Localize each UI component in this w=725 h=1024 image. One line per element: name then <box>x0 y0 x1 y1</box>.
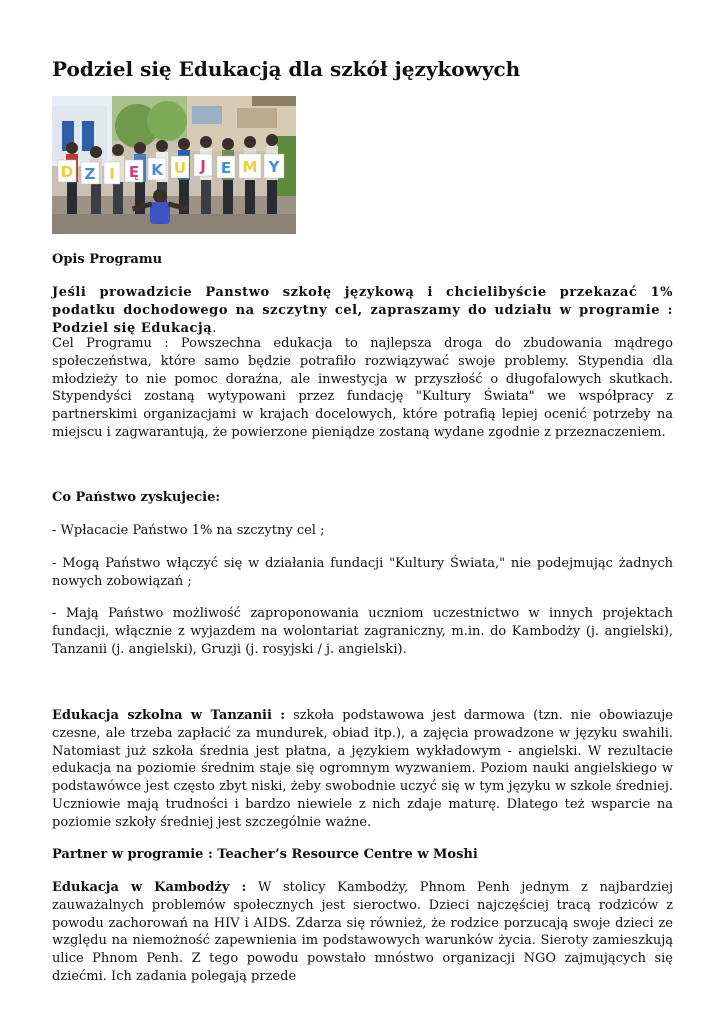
partner-line: Partner w programie : Teacher’s Resource Centre w Moshi <box>52 847 478 862</box>
cambodia-paragraph <box>52 879 673 986</box>
banner-letter-3: Ę <box>128 163 140 181</box>
banner-letter-1: Z <box>84 165 96 183</box>
photo-illustration <box>52 96 296 234</box>
page-title: Podziel się Edukacją dla szkół językowych <box>52 57 521 81</box>
banner-letter-4: K <box>151 161 163 179</box>
intro-end: . <box>212 320 217 336</box>
banner-letter-6: J <box>200 157 206 175</box>
banner-letter-9: Y <box>268 158 280 176</box>
tanzania-paragraph <box>52 707 673 832</box>
banner-letter-8: M <box>242 158 258 176</box>
section-heading-opis: Opis Programu <box>52 252 163 267</box>
cambodia-label: Edukacja w Kambodży : <box>52 880 247 895</box>
tanzania-label: Edukacja szkolna w Tanzanii : <box>52 708 286 723</box>
banner-letter-7: E <box>220 159 232 177</box>
banner-letter-0: D <box>60 163 74 181</box>
benefit-item-1: - Wpłacacie Państwo 1% na szczytny cel ; <box>52 523 325 538</box>
banner-letter-2: I <box>109 165 115 183</box>
tanzania-text: szkoła podstawowa jest darmowa (tzn. nie obowiazuje czesne, ale trzeba zapłacić za mundurek, obiad itp.), a zajęcia prowadzone w języku swahili. Natomiast już szkoła średnia jest płatna, a językiem wykładowym - angielski. W rezultacie edukacja na poziomie średnim staje się ogromnym wyzwaniem. Poziom nauki angielskiego w podstawówce jest często zbyt niski, żeby swobodnie uczyć się w tym języku w szkole średniej. Uczniowie mają trudności i bardzo niewiele z nich zdaje maturę. Dlatego też wsparcie na poziomie szkoły średniej jest szczególnie ważne. <box>52 708 673 830</box>
program-goal-paragraph: Cel Programu : Powszechna edukacja to najlepsza droga do zbudowania mądrego społeczeństwa, które samo będzie potrafiło rozwiązywać swoje problemy. Stypendia dla młodzieży to nie pomoc doraźna, ale inwestycja w przyszłość o długofalowych skutkach. Stypendyści zostaną wytypowani przez fundację "Kultury Świata" we współpracy z partnerskimi organizacjami w krajach docelowych, które potrafią lepiej ocenić potrzeby na miejscu i zagwarantują, że powierzone pieniądze zostaną wydane zgodnie z przeznaczeniem. <box>52 336 673 440</box>
benefit-item-3: - Mają Państwo możliwość zaproponowania uczniom uczestnictwo w innych projektach fundacji, włącznie z wyjazdem na wolontariat zagraniczny, m.in. do Kambodży (j. angielski), Tanzanii (j. angielski), Gruzji (j. rosyjski / j. angielski). <box>52 606 673 657</box>
section-heading-benefits: Co Państwo zyskujecie: <box>52 490 221 505</box>
intro-bold-text: Jeśli prowadzicie Panstwo szkołę językową i chcielibyście przekazać 1% podatku dochodowego na szczytny cel, zapraszamy do udziału w programie : Podziel się Edukacją <box>52 285 673 336</box>
benefit-item-2: - Mogą Państwo włączyć się w działania fundacji "Kultury Świata," nie podejmując żadnych nowych zobowiązań ; <box>52 556 673 589</box>
intro-paragraph <box>52 284 673 337</box>
banner-letter-5: U <box>173 159 187 177</box>
program-photo <box>52 96 296 234</box>
cambodia-text: W stolicy Kambodży, Phnom Penh jednym z najbardziej zauważalnych problemów społecznych jest sieroctwo. Dzieci najczęściej tracą rodziców z powodu zachorowań na HIV i AIDS. Zdarza się również, że rodzice porzucają swoje dzieci ze względu na niemożność zapewnienia im podstawowych warunków życia. Sieroty zamieszkują ulice Phnom Penh. Z tego powodu powstało mnóstwo organizacji NGO zajmujących się dziećmi. Ich zadania polegają przede <box>52 880 673 984</box>
